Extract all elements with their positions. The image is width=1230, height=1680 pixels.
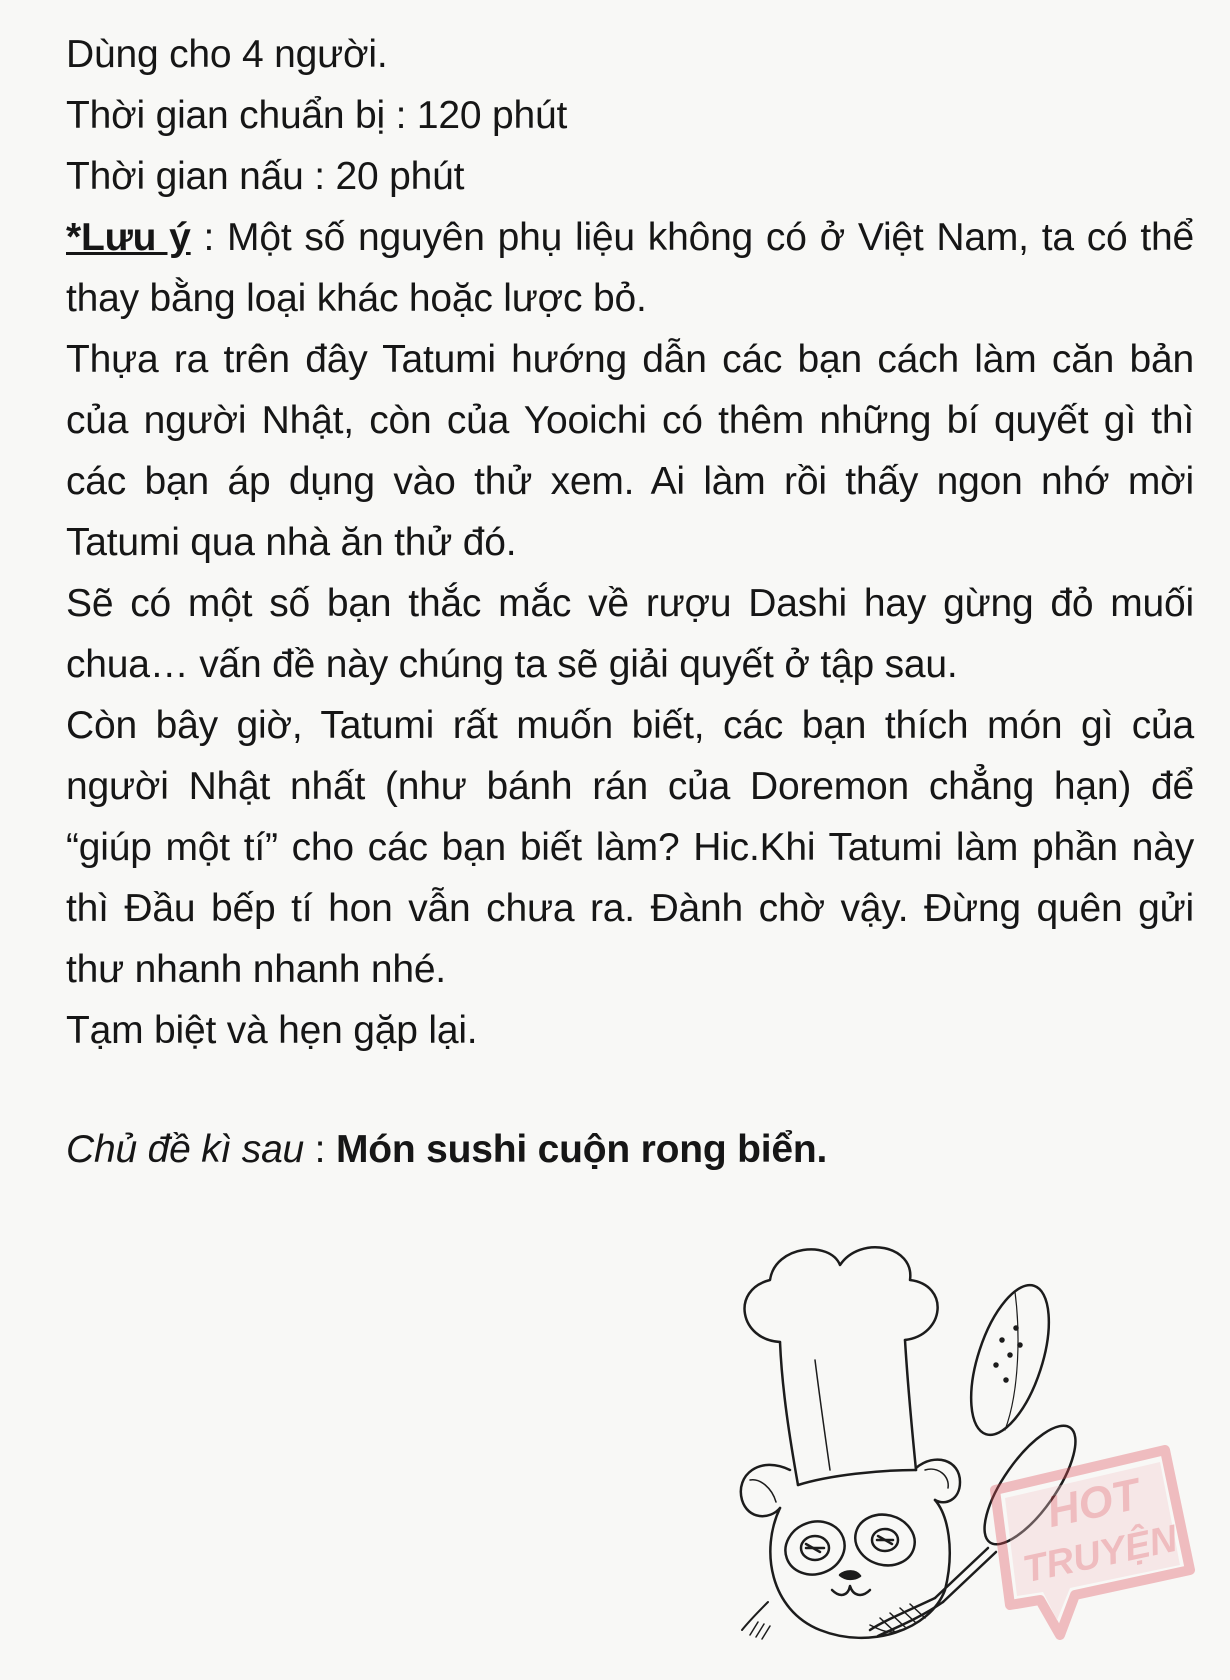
- note-paragraph: [66, 207, 1194, 329]
- farewell-line: Tạm biệt và hẹn gặp lại.: [66, 1009, 478, 1052]
- prep-time-line: Thời gian chuẩn bị : 120 phút: [66, 94, 568, 137]
- servings-line: Dùng cho 4 người.: [66, 33, 388, 76]
- paragraph-request: Còn bây giờ, Tatumi rất muốn biết, các bạn thích món gì của người Nhật nhất (như bánh rán của Doremon chẳng hạn) để “giúp một tí” cho các bạn biết làm? Hic.Khi Tatumi làm phần này thì Đầu bếp tí hon vẫn chưa ra. Đành chờ vậy. Đừng quên gửi thư nhanh nhanh nhé.: [66, 704, 1194, 991]
- watermark-text-top: HOT: [1042, 1469, 1144, 1538]
- watermark-text-bottom: TRUYỆN: [1019, 1517, 1182, 1592]
- next-topic-title: Món sushi cuộn rong biển.: [335, 1128, 828, 1171]
- cook-time-line: Thời gian nấu : 20 phút: [66, 155, 465, 198]
- paragraph-tutorial: Thựa ra trên đây Tatumi hướng dẫn các bạn cách làm căn bản của người Nhật, còn của Yooichi có thêm những bí quyết gì thì các bạn áp dụng vào thử xem. Ai làm rồi thấy ngon nhớ mời Tatumi qua nhà ăn thử đó.: [66, 338, 1194, 564]
- next-topic-line: [66, 1119, 1194, 1180]
- next-topic-label: Chủ đề kì sau: [66, 1128, 305, 1171]
- next-topic-separator: :: [304, 1128, 336, 1171]
- note-label: *Lưu ý: [66, 216, 191, 259]
- hot-truyen-logo-watermark: [975, 1420, 1205, 1650]
- note-text: : Một số nguyên phụ liệu không có ở Việt Nam, ta có thể thay bằng loại khác hoặc lược bỏ.: [66, 216, 1194, 320]
- paragraph-questions: Sẽ có một số bạn thắc mắc về rượu Dashi hay gừng đỏ muối chua… vấn đề này chúng ta sẽ giải quyết ở tập sau.: [66, 582, 1194, 686]
- recipe-notes-text: [66, 24, 1194, 1180]
